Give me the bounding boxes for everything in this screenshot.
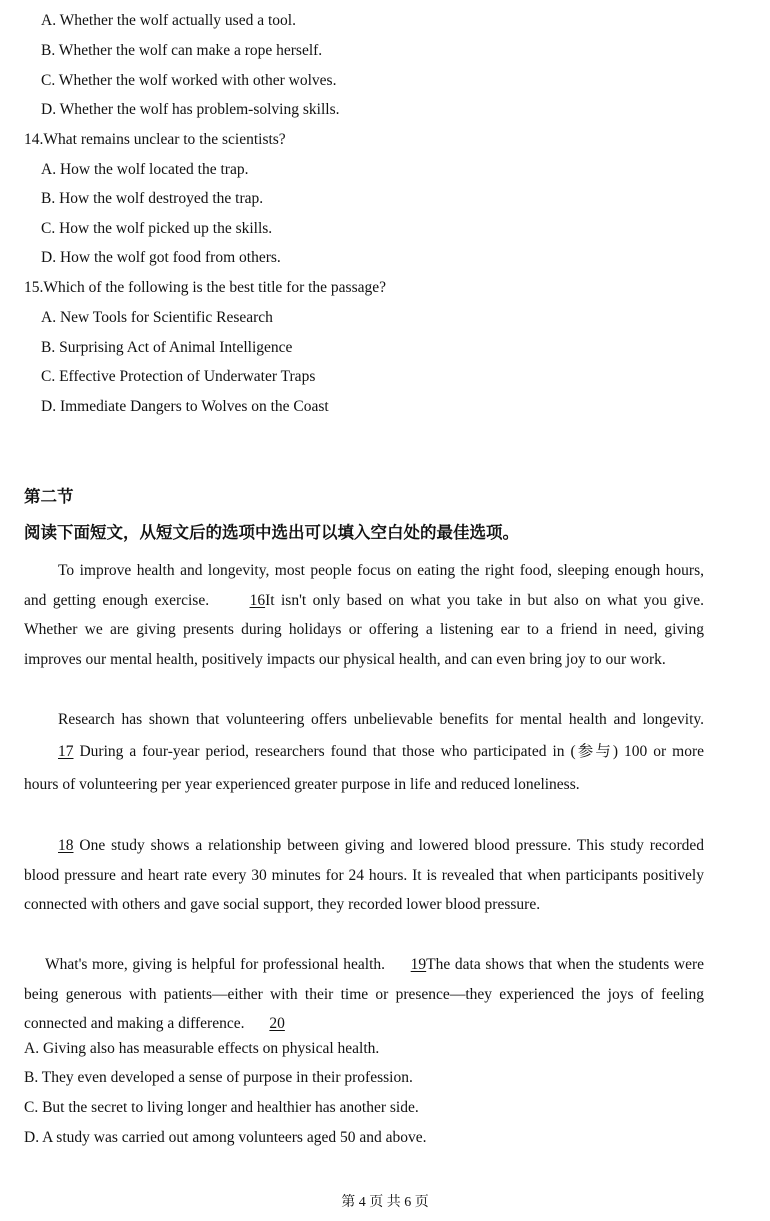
choice-b: B. They even developed a sense of purpose in their profession. [24, 1069, 413, 1086]
q13-option-b: B. Whether the wolf can make a rope herself. [41, 42, 323, 59]
choice-a: A. Giving also has measurable effects on physical health. [24, 1040, 380, 1057]
p4-text-a: What's more, giving is helpful for professional health. [45, 956, 390, 973]
q13-option-a: A. Whether the wolf actually used a tool. [41, 12, 296, 29]
q13-option-d: D. Whether the wolf has problem-solving skills. [41, 101, 340, 118]
section-title: 第二节 [24, 487, 74, 506]
blank-16: 16 [249, 591, 266, 609]
blank-20: 20 [269, 1015, 285, 1033]
p1-text-b: It isn't only based on what you take in but also on what you give. Whether we are giving presents during holidays or offering a listening ear to a friend in need, giving improves our mental health, positively impacts our physical health, and can even bring joy to our work. [24, 591, 704, 668]
q14-option-a: A. How the wolf located the trap. [41, 161, 249, 178]
p2-text-b: During a four-year period, researchers found that those who participated in (参与) 100 or more hours of volunteering per year experienced greater purpose in life and reduced loneliness. [24, 743, 704, 793]
paragraph-4 [24, 950, 704, 1039]
blank-18: 18 [58, 837, 74, 854]
q14-option-b: B. How the wolf destroyed the trap. [41, 190, 264, 207]
paragraph-2 [24, 704, 704, 801]
page-footer: 第 4 页 共 6 页 [341, 1195, 429, 1210]
q15-question: 15.Which of the following is the best title for the passage? [24, 279, 387, 296]
paragraph-1 [24, 556, 704, 674]
q15-option-d: D. Immediate Dangers to Wolves on the Coast [41, 398, 329, 415]
section-instruction: 阅读下面短文，从短文后的选项中选出可以填入空白处的最佳选项。 [24, 523, 519, 542]
q14-option-d: D. How the wolf got food from others. [41, 249, 281, 266]
q15-option-b: B. Surprising Act of Animal Intelligence [41, 339, 293, 356]
q15-option-c: C. Effective Protection of Underwater Traps [41, 368, 316, 385]
p2-text-a: Research has shown that volunteering offers unbelievable benefits for mental health and longevity. [58, 711, 704, 728]
q15-option-a: A. New Tools for Scientific Research [41, 309, 273, 326]
q14-question: 14.What remains unclear to the scientists? [24, 131, 286, 148]
q13-option-c: C. Whether the wolf worked with other wolves. [41, 72, 337, 89]
p1-text-a: To improve health and longevity, most people focus on eating the right food, sleeping enough hours, and getting enough exercise. [24, 562, 704, 609]
blank-17: 17 [58, 743, 74, 761]
choice-c: C. But the secret to living longer and healthier has another side. [24, 1099, 419, 1116]
p4-text-b: The data shows that when the students were being generous with patients—either with their time or presence—they experienced the joys of feeling connected and making a difference. [24, 956, 704, 1033]
p3-text-b: One study shows a relationship between giving and lowered blood pressure. This study recorded blood pressure and heart rate every 30 minutes for 24 hours. It is revealed that when participants positively connected with others and gave social support, they recorded lower blood pressure. [24, 837, 704, 914]
paragraph-3 [24, 831, 704, 920]
choice-d: D. A study was carried out among volunteers aged 50 and above. [24, 1129, 427, 1146]
blank-19: 19 [410, 956, 427, 973]
q14-option-c: C. How the wolf picked up the skills. [41, 220, 273, 237]
